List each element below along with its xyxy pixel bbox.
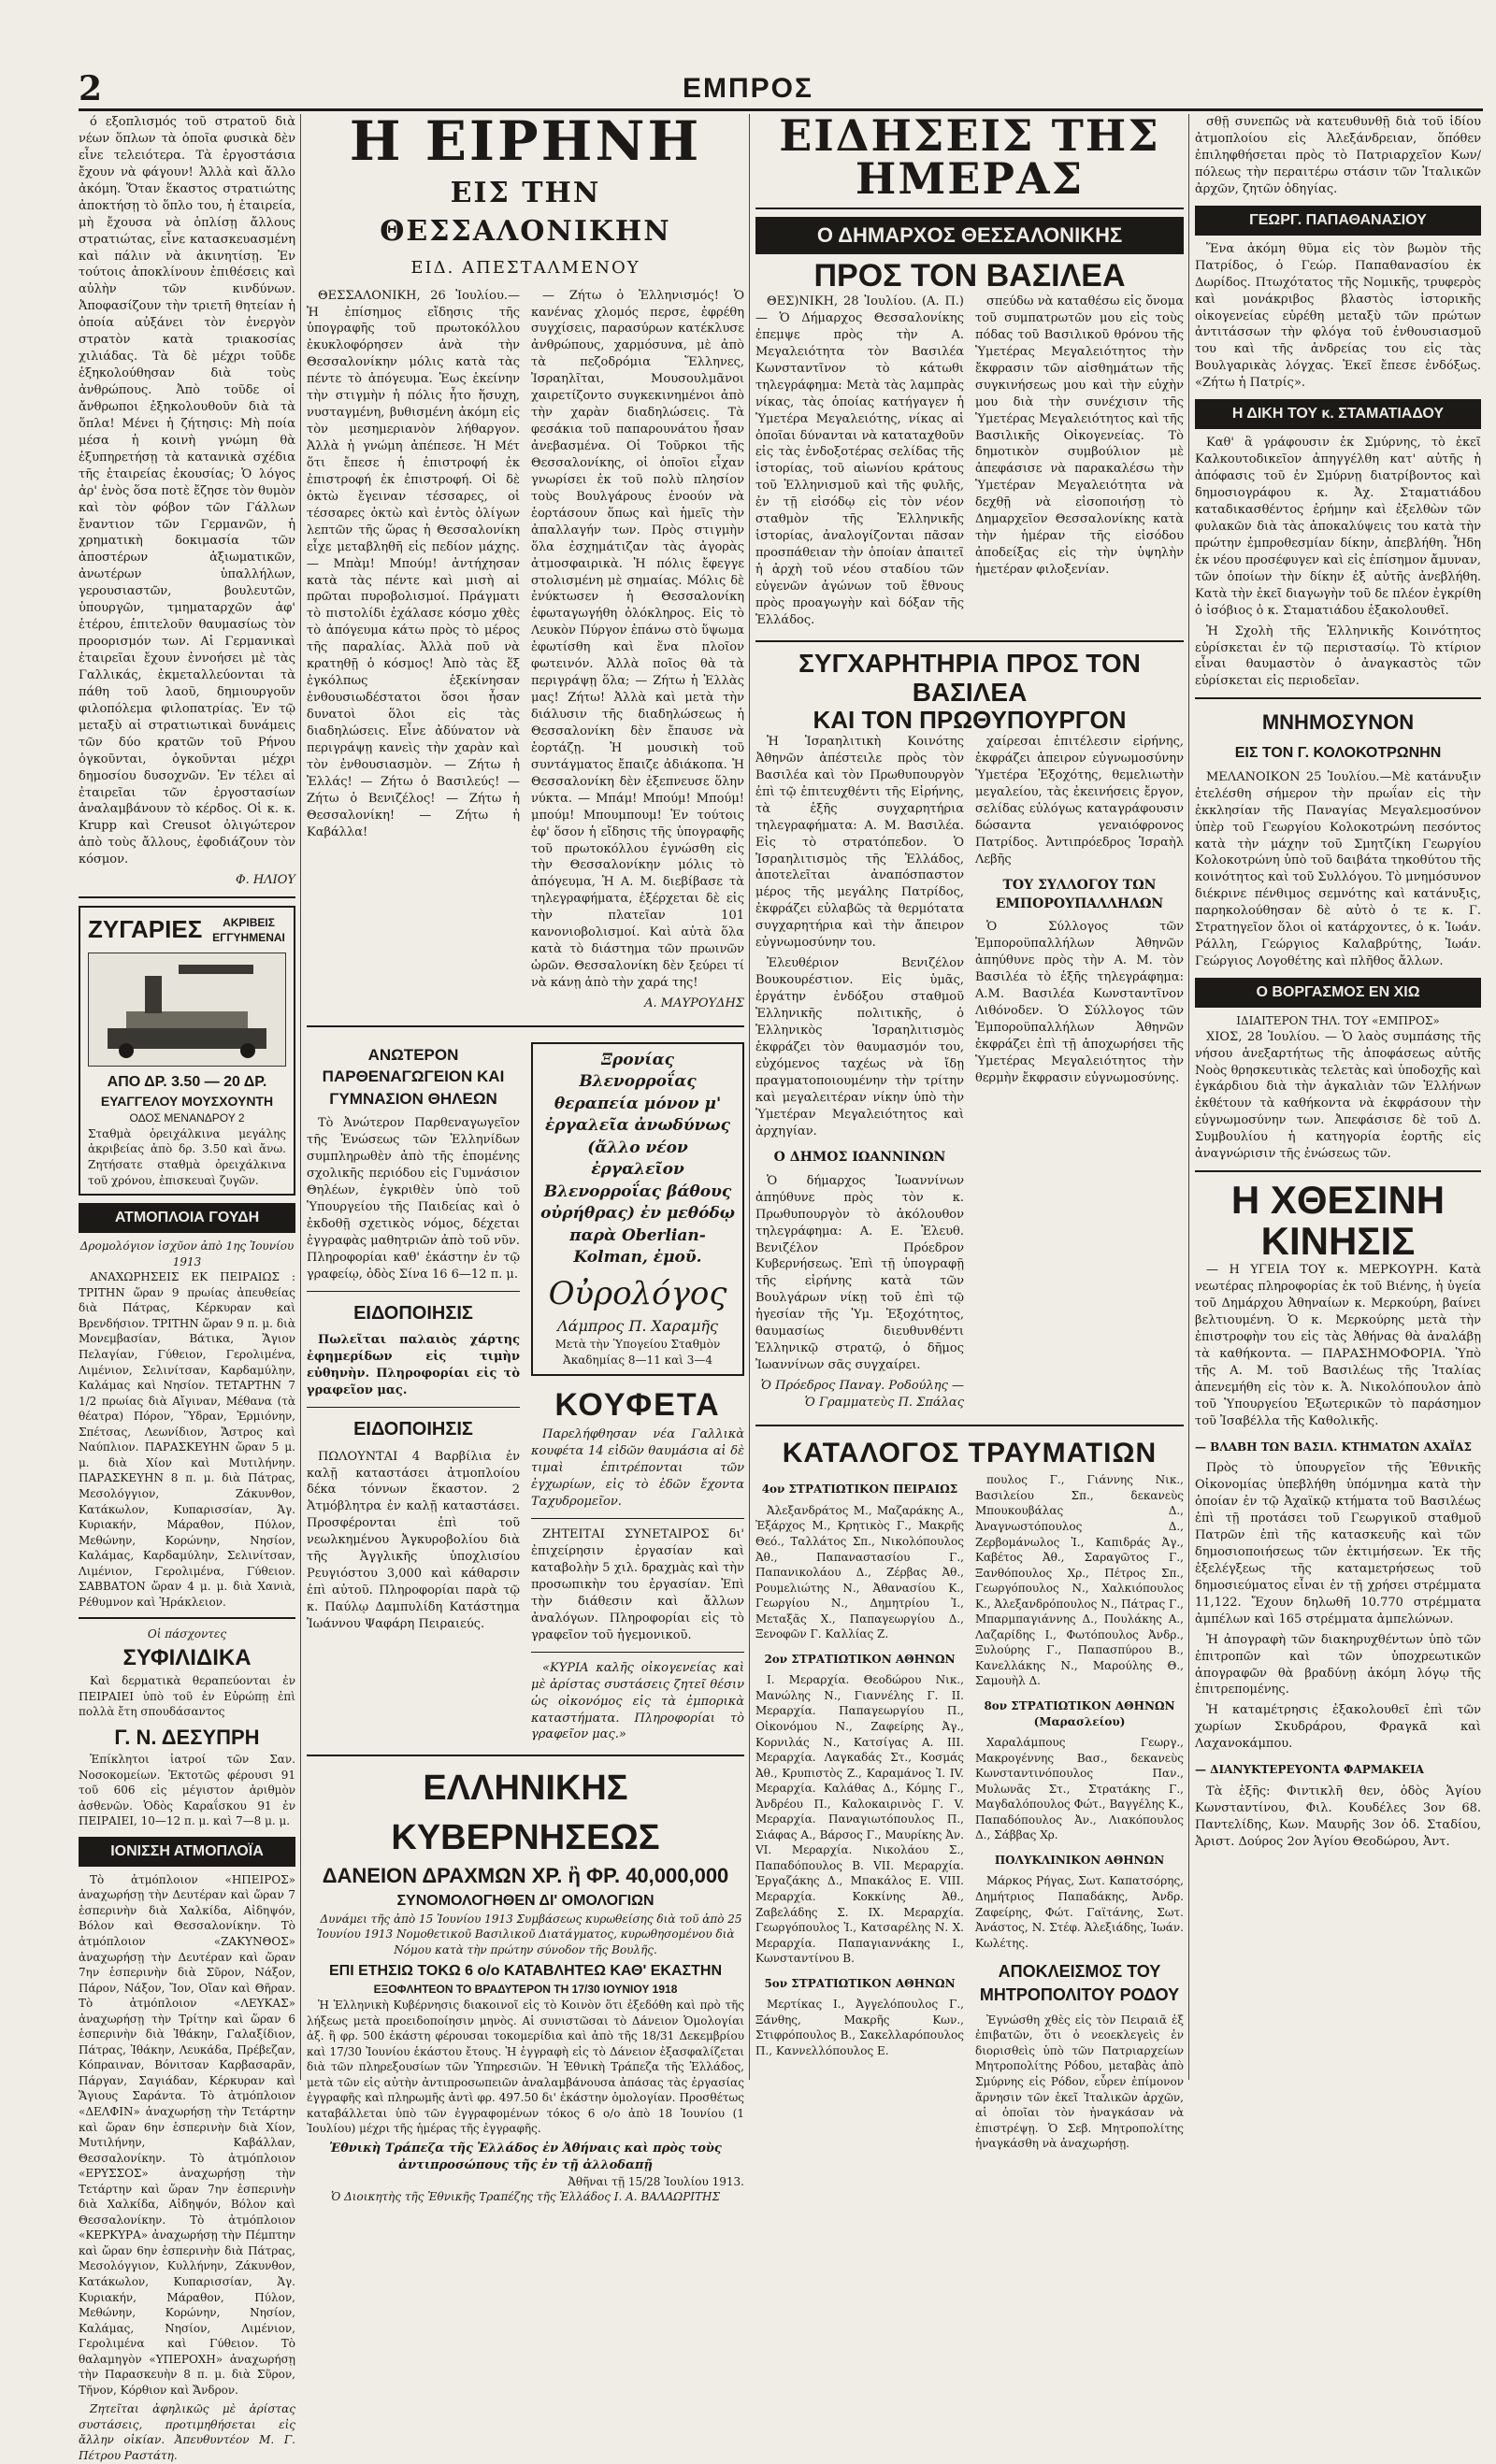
school-title: ΑΝΩΤΕΡΟΝ ΠΑΡΘΕΝΑΓΩΓΕΙΟΝ ΚΑΙ ΓΥΜΝΑΣΙΟΝ ΘΗΛΕΩΝ — [322, 1045, 505, 1108]
yesterday-body5: Τὰ ἑξῆς: Φιντικλῆ θεν, ὁδὸς Ἁγίου Κωνσταντίνου, Φιλ. Κουδέλες 3ον 68. Παντελίδης, Κων. Μαυρῆς 3ον ὁδ. Σταδίου, Ἀριστ. Δούρος 2ον Ἁγίου Θεοδώρου, Ἀντ. — [1195, 1784, 1481, 1849]
casualties-head: 2ον ΣΤΡΑΤΙΩΤΙΚΟΝ ΑΘΗΝΩΝ — [764, 1652, 956, 1666]
article-continuation: σθῇ συνεπῶς νὰ κατευθυνθῇ διὰ τοῦ ἰδίου ἀτμοπλοίου εἰς Ἀλεξάνδρειαν, ὅπόθεν ἐπιληφθήσεται πρὸς τὸ Πατριαρχεῖον Κων/πόλεως τὴν περαιτέρω στάσιν τῶν Ἰταλικῶν ἀρχῶν, ζητῶν ὁδηγίας. — [1195, 115, 1481, 196]
ships-ionian-title: ΙΟΝΙΣΣΗ ΑΤΜΟΠΛΟΪΑ — [79, 1837, 295, 1867]
scales-address: ΟΔΟΣ ΜΕΝΑΝΔΡΟΥ 2 — [129, 1111, 245, 1125]
ships-gouda-body: ΑΝΑΧΩΡΗΣΕΙΣ ΕΚ ΠΕΙΡΑΙΩΣ : ΤΡΙΤΗΝ ὥραν 9 πρωίας ἀπευθείας διὰ Πάτρας, Κέρκυραν καὶ Βρενδήσιον. ΤΡΙΤΗΝ ὥραν 9 π. μ. διὰ Μονεμβασίαν, Βάτικα, Ἅγιον Πελαγίαν, Γύθειον, Γερολιμένα, Λιμένιον, Σελινίτσαν, Καρδαμύλην, Καλάμας καὶ Νησίον. ΤΕΤΑΡΤΗΝ 7 1/2 πρωίας διὰ Αἴγιναν, Μέθανα (τὰ θέατρα) Πόρον, Ὕδραν, Ἑρμιόνην, Σπέτσας, Λεωνίδιον, Ἄστρος καὶ Ναύπλιον. ΠΑΡΑΣΚΕΥΗΝ ὥραν 5 μ. μ. διὰ Χίον καὶ Μυτιλήνην. ΠΑΡΑΣΚΕΥΗΝ 8 π. μ. διὰ Πάτρας, Μεσολόγγιον, Ζάκυνθον, Κατάκωλον, Κυπαρισσίαν, Ἁγ. Κυριακήν, Μάραθον, Πύλον, Μεθώνην, Κορώνην, Νησίον, Καλάμας, Καρδαμύλην, Σελινίτσαν, Λιμένιον, Γερολιμένα, Γύθειον. ΣΑΒΒΑΤΟΝ ὥραν 4 μ. μ. διὰ Χανιὰ, Ρέθυμνον καὶ Ἡράκλειον. — [79, 1270, 295, 1609]
peace-signature: Α. ΜΑΥΡΟΥΔΗΣ — [644, 996, 744, 1010]
scales-ad-title: ΖΥΓΑΡΙΕΣ — [88, 915, 203, 944]
notice1-body: Πωλεῖται παλαιὸς χάρτης ἐφημερίδων εἰς τιμὴν εὐθηνὴν. Πληροφορίαι εἰς τὸ γραφεῖον μας. — [307, 1333, 520, 1398]
congrats-text-left: Ἡ Ἰσραηλιτικὴ Κοινότης Ἀθηνῶν ἀπέστειλε πρὸς τὸν Βασιλέα καὶ τὸν Πρωθυπουργὸν ἐπὶ τῷ ἐπιτευχθέντι τῆς Εἰρήνης, τὰ ἑξῆς συγχαρητήρια τηλεγραφήματα: Α. Μ. Βασιλέα. Εἰς τὸ στρατόπεδον. Ὁ Ἰσραηλιτισμὸς τῆς Ἑλλάδος, ἀποτελεῖται ἀναπόσπαστον μέρος τῆς μεγάλης Πατρίδος, ἐκφράζει εὐλαβῶς τὰ θερμότατα συγχαρητήρια καὶ τὴν ἄπειρον εὐγνωμοσύνην του. — [755, 734, 964, 951]
pappa-body: Ἕνα ἀκόμη θῦμα εἰς τὸν βωμὸν τῆς Πατρίδος, ὁ Γεώρ. Παπαθανασίου ἐκ Δωρίδος. Πτωχότατος τῆς Νομικῆς, τρυφερὸς καὶ μονάκριβος βλαστὸς ἱστορικῆς οἰκογενείας εὑρέθη μεταξὺ τῶν πρώτων ἀντιτάσσων τὴν φλόγα τοῦ ἐνθουσιασμοῦ του καὶ τῆς ἀνδρείας του εἰς τὰς Βουλγαρικὰς λόγχας. Ἐκεῖ ἔπεσε ἐνδόξως. «Ζήτω ἡ Πατρίς». — [1195, 241, 1481, 391]
syphilis-ad-doctor: Γ. Ν. ΔΕΣΥΠΡΗ — [114, 1725, 260, 1749]
peace-article — [307, 288, 744, 1018]
news-title: ΕΙΔΗΣΕΙΣ ΤΗΣ ΗΜΕΡΑΣ — [779, 110, 1160, 204]
article-continuation: ό εξοπλισμός τοῦ στρατοῦ διὰ νέων ὅπλων τὰ ὁποῖα φυσικὰ δὲν εἶνε τελειότερα. Τὰ ἐργοστάσια ἔχουν νὰ φάγουν! Ἀλλὰ καὶ ἄλλο ἀκόμη. Ὅταν ἕκαστος στρατιώτης ἀποκτήσῃ τὸ ὅπλο του, ἡ ἑταιρεία, μὴ ἔχουσα νὰ ὁπλίσῃ ἄλλους στρατιώτας, εἶνε κατασκευασμένη καὶ πάλιν νὰ ἀκινητίσῃ. Ἐν τούτοις ἀποκλίνουν ἐπιθέσεις καὶ αὐλὴν τῶν κινδύνων. Ἀποφασίζουν τὴν τριετῆ θητείαν ἡ ὁποία αὐξάνει τὸν ἐνεργὸν στρατὸν κατὰ τριακοσίας χιλιάδας. Τὰ δὲ μέχρι τοῦδε ἐξηκολούθησαν διὰ τοὺς ἀνθρώπους. Ἀπὸ τοῦδε οἱ ἄνθρωποι ἐξηκολουθοῦν διὰ τὰ ὅπλα! Μένει ἡ ζήτησις: Μὴ ποία μέσα ἡ κοινὴ γνώμη θὰ ἐξυπηρετήσῃ τὰ κατανικὰ σχέδια τῆς ἑταιρείας ἐκουσίας; Ὁ λόγος ἀρ' ἑνὸς ὅσα ποτὲ ἔζησε τὸν θυμὸν καὶ τὸν φόβον τῶν Γάλλων ἔναντιον τῶν Γερμανῶν, ἡ χρηματικὴ δοκιμασία τῶν ἀποστέρων ἀξιωματικῶν, ἀνωτέρων ὑπαλλήλων, γερουσιαστῶν, βουλευτῶν, ὑπουργῶν, τμηματαρχῶν ἀφ' ἑτέρου, ἐπιτελοῦν θαυμασίως τὸν προορισμόν των. Αἱ Γερμανικαὶ ἑταιρεῖαι ἔχουν ἐννοήσει μὲ τὰς Γαλλικάς, ἐκμεταλλεύονται τὰ πάθη τοῦ λαοῦ, δημιουργοῦν φιλοπόλεμα φιλοπατρίας. Ἐν τῷ μεταξὺ αἱ στρατιωτικαὶ δυνάμεις τῶν δύο κρατῶν τοῦ Ρήνου ὁγκοῦνται, ὀγκοῦνται μέχρι δημοσίου δυσοχνῶν. Ἐν τέλει αἱ ἐταιρεῖαι τῶν ἐργοστασίων ἀναλαμβάνουν τὸ κέρδος. Οἱ κ. κ. Krupp καὶ Creusot ὀλιγώτερον ἀπὸ τοὺς ἄλλους, ἐφοδιάζουν τὸν κόσμον. — [79, 115, 295, 867]
notice2-body: ΠΩΛΟΥΝΤΑΙ 4 Βαρβίλια ἐν καλῇ καταστάσει ἀτμοπλοίου δέκα τόννων ἕκαστον. 2 Ἀτμόβλητρα ἐν καλῇ καταστάσει. Προσφέρονται ἐπὶ τοῦ νεωλκημένου Ἀγκυροβολίου διὰ τῆς Ἀγγλικῆς ὑποχλισίου Ρευγιόστου 3,000 καὶ κάθαρσιν ἐπὶ αὐτοῦ. Πληροφορίαι παρὰ τῷ κ. Παύλῳ Δαμπυλίδη Κατάστημα Ἰωάννου Ψαφάρη Πειραιεύς. — [307, 1449, 520, 1631]
housekeeper-ad: «ΚΥΡΙΑ καλῆς οἰκογενείας καὶ μὲ ἀρίστας συστάσεις ζητεῖ θέσιν ὡς οἰκονόμος εἰς τὰ ἐμπορικὰ καταστήματα. Πληροφορίαι τὸ γραφεῖον μας.» — [531, 1660, 744, 1742]
ioannina-signature: Ὁ Πρόεδρος Παναγ. Ροδούλης — Ὁ Γραμματεὺς Π. Σπάλας — [760, 1379, 964, 1410]
ads-row — [307, 1035, 744, 1747]
congrats-text-right: χαίρεσαι ἐπιτέλεσιν εἰρήνης, ἐκφράζει ἀπειρον εὐγνωμοσύνην Ὑμετέρα Ἐξοχότης, θεμελιωτὴν μεγαλείου, τὰς ἐκεινήσεις ἔργον, σελίδας εὐλόγως καταγράφουσιν δώσαντα γεναιόφρονος Πατρίδος. Ἀντιπρόεδρος Ἰσραὴλ Λεβῆς — [975, 734, 1184, 867]
page-number: 2 — [79, 69, 103, 108]
divider — [755, 640, 1184, 642]
ioannina-title: Ο ΔΗΜΟΣ ΙΩΑΝΝΙΝΩΝ — [773, 1150, 946, 1166]
loan-government: ΕΛΛΗΝΙΚΗΣ ΚΥΒΕΡΝΗΣΕΩΣ — [391, 1769, 660, 1857]
loan-rate: ΕΠΙ ΕΤΗΣΙΩ ΤΟΚΩ 6 ο/ο ΚΑΤΑΒΛΗΤΕΩ ΚΑΘ' ΕΚΑΣΤΗΝ — [328, 1963, 723, 1980]
casualties-list: Ἀλεξανδράτος Μ., Μαζαράκης Α., Ἐξάρχος Μ., Κρητικὸς Γ., Μακρῆς Θεό., Ταλλάτος Σπ., Νικολόπουλος Ἀθ., Παπαναστασίου Γ., Παπανικολάου Δ., Ζέρβας Ἀθ., Ρουμελιώτης Ν., Ἀθανασίου Κ., Γεωργίου Ν., Δημητρίου Ἰ., Μεταξᾶς Χ., Παπαγεωργίου Δ., Ξενοφῶν Γ. Καλλίας Ζ. — [755, 1503, 964, 1641]
ioannina-body: Ὁ δήμαρχος Ἰωαννίνων ἀπηύθυνε πρὸς τὸν κ. Πρωθυπουργὸν τὸ ἀκόλουθον τηλεγράφημα: Α. Ε. Ἐλευθ. Βενιζέλον Πρόεδρον Κυβερνήσεως. Ἐπὶ τῇ ὑπογραφῇ τῆς εἰρήνης κατὰ τῶν Βουλγάρων νίκῃ τοῦ ἐπὶ τῷ ἡγεσίαν τῆς Ὑμ. Ἐξοχότητος, θαυμασίως διευθυνθέντι Ἑλληνικῷ στρατῷ, ὁ δῆμος Ἰωαννίνων σᾶς συγχαίρει. — [755, 1173, 964, 1373]
loan-sign-date: Ἀθῆναι τῇ 15/28 Ἰουλίου 1913. — [568, 2174, 744, 2188]
syphilis-ad-title: ΣΥΦΙΛΙΔΙΚΑ — [122, 1644, 252, 1670]
peace-text-left: ΘΕΣΣΑΛΟΝΙΚΗ, 26 Ἰουλίου.— Ἡ ἐπίσημος εἴδησις τῆς ὑπογραφῆς τοῦ πρωτοκόλλου ἐκυκλοφόρησεν ἀνὰ τὴν Θεσσαλονίκην μόλις κατὰ τὰς πέντε τὸ ἀπόγευμα. Ἐως ἐκείνην τὴν στιγμὴν ἡ πόλις ἦτο ἥσυχη, νυσταγμένη, βυθισμένη ἀκόμη εἰς τὸν μεσημεριανὸν λήθαργον. Ἀλλὰ ἡ γνώμη ἀπέπεσε. Ἡ Μέτ ὅτι ἔπεσε ἡ ἐπιστροφή ἐκ ἐπιστροφή ἐκ ἐπιστροφή. Οἱ δὲ ὀκτὼ ἔγειναν τέσσαρες, οἱ τέσσαρες ὀκτὼ καὶ ἐντὸς ὀλίγων λεπτῶν τῆς ὥρας ἡ Θεσσαλονίκη εἶχε μεταβληθῆ εἰς πεδίον μάχης. — Μπὰμ! Μπούμ! ἀντήχησαν κατὰ τὰς πέντε καὶ μισὴ αἱ πρῶται πυροβολισμοί. Πράγματι τὸ πιστολίδι ἐχάλασε κόσμο χθὲς τὸ ἀπόγευμα κάτω πρὸς τὸ μέρος τῆς παραλίας. Ἀλλὰ ποῦ νὰ κρατηθῇ ὁ κόσμος! Ἀπὸ τὰς ἕξ ἐγκόλπως ἐξεκίνησαν ἐνθουσιωδέστατοι ὅσοι ἦσαν δυνατοὶ ὅλοι εἰς τὰς διαδηλώσεις. Εἶνε ἀδύνατον νὰ περιγράψῃ κανεὶς τὴν χαρὰν καὶ τὸν ἐνθουσιασμὸν. — Ζήτω ἡ Ἑλλάς! — Ζήτω ὁ Βασιλεύς! — Ζήτω ὁ Βενιζέλος! — Ζήτω ἡ Θεσσαλονίκη! — Ζήτω ἡ Καβάλλα! — [307, 288, 520, 839]
congrats-article — [755, 734, 1184, 1417]
scale-icon — [89, 953, 285, 1064]
divider — [79, 1617, 295, 1619]
metropolitan-title: ΑΠΟΚΛΕΙΣΜΟΣ ΤΟΥ ΜΗΤΡΟΠΟΛΙΤΟΥ ΡΟΔΟΥ — [979, 1962, 1180, 2004]
casualties-lists — [755, 1472, 1184, 2155]
koufeta-body: Παρελήφθησαν νέα Γαλλικὰ κουφέτα 14 εἰδῶν θαυμάσια αἱ δὲ τιμαὶ ἐπιτρέπονται τῶν ἐγχωρίων, εἰς τὸ ἐδῶν ἔχοντα Ταχυδρομεῖον. — [531, 1427, 744, 1510]
newspaper-name: ΕΜΠΡΟΣ — [682, 73, 813, 104]
school-body: Τὸ Ἀνώτερον Παρθεναγωγεῖον τῆς Ἑνώσεως τῶν Ἑλληνίδων συμπληρωθὲν ἀπὸ τῆς ἑπομένης σχολικῆς περιόδου εἰς Γυμνάσιον Θηλέων, ἐγκριθὲν ὑπὸ τοῦ Ὑπουργείου τῆς Παιδείας καὶ ὁ ἐκδοθῇ σχετικὸς νόμος, δέχεται ἐγγραφὰς μαθητριῶν ἀπὸ τοῦ νῦν. Πληροφορίαι καθ' ἑκάστην ἐν τῷ γραφείῳ, ὁδὸς Σίνα 16 6—12 π. μ. — [307, 1116, 520, 1282]
peace-byline: ΕΙΔ. ΑΠΕΣΤΑΛΜΕΝΟΥ — [410, 257, 640, 278]
ships-gouda-subtitle: Δρομολόγιον ἰσχῦον ἀπὸ 1ης Ἰουνίου 1913 — [79, 1239, 295, 1268]
column-2 — [307, 109, 744, 2204]
ships-ionian-footer: Ζητεῖται ἀφηλικῶς μὲ ἀρίστας συστάσεις, προτιμηθήσεται εἰς ἄλλην οἰκίαν. Ἀπευθυντέον Μ. Γ. Πέτρου Ραστάτη. — [79, 2402, 295, 2463]
loan-subtitle: ΣΥΝΟΜΟΛΟΓΗΘΕΝ ΔΙ' ΟΜΟΛΟΓΙΩΝ — [396, 1892, 654, 1909]
mayor-title: Ο ΔΗΜΑΡΧΟΣ ΘΕΣΣΑΛΟΝΙΚΗΣ — [755, 217, 1184, 254]
mayor-subtitle: ΠΡΟΣ ΤΟΝ ΒΑΣΙΛΕΑ — [813, 258, 1126, 294]
medical-ad-text: Ξρονίας Βλενορροΐας θεραπεία μόνον μ' ἐργαλεῖα ἀνωδύνως (ἄλλο νέον ἐργαλεῖον Βλενορροΐας βάθους οὐρήθρας) ἐν μεθόδῳ παρὰ Oberlian-Kolman, ἐμοῦ. — [540, 1050, 735, 1267]
loan-law: Δυνάμει τῆς ἀπὸ 15 Ἰουνίου 1913 Συμβάσεως κυρωθείσης διὰ τοῦ ἀπὸ 25 Ἰουνίου 1913 Νομοθετικοῦ Βασιλικοῦ Διατάγματος, κυρωθησομένου διὰ Νόμου κατὰ τὴν πρώτην σύνοδον τῆς Βουλῆς. — [316, 1912, 742, 1956]
ships-gouda-title: ΑΤΜΟΠΛΟΙΑ ΓΟΥΔΗ — [79, 1203, 295, 1233]
urologist-title: Οὐρολόγος — [548, 1275, 727, 1313]
divider — [531, 1652, 744, 1653]
casualties-list: Μερτίκας Ι., Ἀγγελόπουλος Γ., Ξάνθης, Μακρῆς Κων., Στιφρόπουλος Β., Σακελλαρόπουλος Π., Καννελλόπουλος Ε. — [755, 1998, 964, 2057]
casualties-head: ΠΟΛΥΚΛΙΝΙΚΟΝ ΑΘΗΝΩΝ — [994, 1853, 1165, 1867]
partner-ad: ΖΗΤΕΙΤΑΙ ΣΥΝΕΤΑΙΡΟΣ δι' ἐπιχείρησιν ἐργασίαν καὶ καταβολὴν 5 χιλ. δραχμὰς καὶ τὴν προσωπικὴν του ἐργασίαν. Ἐπὶ τὴν διάθεσιν καὶ ἄλλων ἀναλόγων. Πληροφορίαι εἰς τὸ γραφεῖον τοῦ ἡγεμονικοῦ. — [531, 1527, 744, 1642]
merchants-body: Ὁ Σύλλογος τῶν Ἐμποροϋπαλλήλων Ἀθηνῶν ἀπηύθυνε πρὸς τὴν Α. Μ. τὸν Βασιλέα τὸ ἑξῆς τηλεγράφημα: Α.Μ. Βασιλέα Κωνσταντῖνον Λιθόνοδεν. Ὁ Σύλλογος τῶν Ἐμποροϋπαλλήλων Ἀθηνῶν ἐκφράζει ἐπὶ τῇ ἀποχωρήσει τῆς Ὑμετέρας Μεγαλειότητος τὴν θερμὴν ἔκφρασιν εὐγνωμοσύνης. — [975, 920, 1184, 1085]
divider — [307, 1291, 520, 1292]
congrats-subtitle: ΚΑΙ ΤΟΝ ΠΡΩΘΥΠΟΥΡΓΟΝ — [813, 706, 1127, 735]
divider — [755, 1425, 1184, 1426]
column-divider — [300, 114, 301, 2080]
syphilis-ad-body: Καὶ δερματικὰ θεραπεύονται ἐν ΠΕΙΡΑΙΕΙ ὑπὸ τοῦ ἐν Εὐρώπῃ ἐπὶ πολλὰ ἔτη σπουδάσαντος — [79, 1673, 295, 1719]
notice2-title: ΕΙΔΟΠΟΙΗΣΙΣ — [353, 1419, 473, 1440]
yesterday-title: Η ΧΘΕΣΙΝΗ ΚΙΝΗΣΙΣ — [1230, 1178, 1446, 1264]
peace-subtitle: ΕΙΣ ΤΗΝ ΘΕΣΣΑΛΟΝΙΚΗΝ — [380, 177, 671, 249]
chios-title: Ο ΒΟΡΓΑΣΜΟΣ ΕΝ ΧΙΩ — [1195, 978, 1481, 1008]
scales-merchant: ΕΥΑΓΓΕΛΟΥ ΜΟΥΣΧΟΥΝΤΗ — [100, 1094, 274, 1110]
peace-text-right: — Ζήτω ὁ Ἑλληνισμός! Ὁ κανένας χλομός περσε, ἐφρέθη συγχίσεις, παρασύρων κατέκλυσε ἀνθρώπους, χαρμόσυνα, μὲ ἀπὸ τὰ πεζοδρόμια Ἕλληνες, Ἰσραηλῖται, Μουσουλμᾶνοι χαιρετίζοντο συγκεκινημένοι ἀπὸ τὴν χαρὰν διαδηλώσεις. Τὰ φεσάκια τοῦ παπαρουνάτου ἦσαν ἀνεβασμένα. Οἱ Τοῦρκοι τῆς Θεσσαλονίκης, οἱ ὁποῖοι εἶχαν γνωρίσει ἐκ τοῦ πολὺ πλησίον τοὺς Βουλγάρους ἐνοούν νὰ ἑορτάσουν ὅπως καὶ ἡμεῖς τὴν ἀπαλλαγήν των. Πρὸς στιγμὴν ὅλα ἐσχημάτιζαν τὰς ἀγορὰς ἀτμοσφαιρικὰ. Ἡ πόλις ἔφεγγε στολισμένη μὲ σημαίας. Μόλις δὲ ἐνύκτωσεν ἡ Θεσσαλονίκη ἐφωταγωγήθη ὁλόκληρος. Εἰς τὸ Λευκὸν Πύργον ἐπάνω στὸ ὕψωμα ἐφωτίσθη καὶ ἕνα πλοῖον φωτεινόν. Ἀλλὰ ποῖος θὰ τὰ περιγράψῃ ὅλα; — Ζήτω ἡ Ἑλλὰς μας! Ζήτω! Ἀλλὰ καὶ μετὰ τὴν διάλυσιν τῆς διαδηλώσεως ἡ Θεσσαλονίκη δὲν ἔπαυσε νὰ ἑορτάζῃ. Ἡ μουσικὴ τοῦ συντάγματος ἔπαιζε ἀδιάκοπα. Ἡ Θεσσαλονίκη δὲν ἐξεπνευσε ὅλην νύκτα. — Μπάμ! Μπούμ! Μπούμ! μπούμ! Μπουμπουμ! Ἐν τούτοις ἐφ' ὅσον ἡ εἴδησις τῆς ὑπογραφῆς τοῦ πρωτοκόλλου ἐγνώσθη εἰς τὴν Θεσσαλονίκην μόλις τὸ ἀπόγευμα, Ἡ Α. Μ. διεβίβασε τὰ τηλεγραφήματα, ἐξέρχεται δὲ εἰς τὴν πλατεῖαν 101 κανονιοβολισμοί. Καὶ αὐτὰ ὅλα κατὰ τὸ διάστημα τῶν πρωινῶν ὡρῶν. Θεσσαλονίκη δὲν ξεύρει τί νὰ κάνῃ ἀπὸ τὴν χαρά της! — [531, 288, 744, 991]
loan-signature: Ὁ Διοικητὴς τῆς Ἐθνικῆς Τραπέζης τῆς Ἑλλάδος Ι. Α. ΒΑΛΑΩΡΙΤΗΣ — [331, 2190, 720, 2204]
yesterday-subhead: — ΒΛΑΒΗ ΤΩΝ ΒΑΣΙΛ. ΚΤΗΜΑΤΩΝ ΑΧΑΪΑΣ — [1195, 1440, 1472, 1454]
divider — [307, 1407, 520, 1408]
syphilis-ad-tag: Οἱ πάσχοντες — [147, 1627, 227, 1641]
memorial-subtitle: ΕΙΣ ΤΟΝ Γ. ΚΟΛΟΚΟΤΡΩΝΗΝ — [1234, 744, 1442, 761]
peace-title: Η ΕΙΡΗΝΗ — [349, 109, 702, 173]
syphilis-ad-details: Ἐπίκλητοι ἰατροί τῶν Σαν. Νοσοκομείων. Ἐκτοτῶς φέρουσι 91 τοῦ 606 εἰς μέγιστον ἀριθμὸν ἀσθενῶν. Ὁδὸς Καραΐσκου 91 ἐν ΠΕΙΡΑΙΕΙ, 10—12 π. μ. καὶ 7—8 μ. μ. — [79, 1752, 295, 1828]
column-divider — [749, 114, 750, 2080]
casualties-list: πουλος Γ., Γιάννης Νικ., Βασιλείου Σπ., δεκανεὺς Μπουκουβάλας Δ., Ἀναγνωστόπουλος Δ., Ζερβομάνωλος Ἰ., Καπιδράς Ἀγ., Καβέτος Ἀθ., Σαραγῶτος Γ., Ξανθόπουλος Χρ., Πέτρος Σπ., Γεωργόπουλος Ν., Χαλκιόπουλος Κ., Ἀλεξανδρόπουλος Ν., Πάτρας Γ., Μπαρμπαγιάννης Δ., Πουλάκης Α., Λαζαρίδης Ι., Φωτόπουλος Ἀνδρ., Ξυλούρης Γ., Παπασπύρου Β., Κανελλάκης Ν., Μαρούλης Θ., Σαμουὴλ Δ. — [975, 1473, 1184, 1688]
divider — [1195, 1170, 1481, 1172]
column-divider — [1188, 114, 1189, 2080]
pappa-title: ΓΕΩΡΓ. ΠΑΠΑΘΑΝΑΣΙΟΥ — [1195, 206, 1481, 236]
yesterday-body4: Ἡ καταμέτρησις ἐξακολουθεῖ ἐπὶ τῶν χωρίων Σκυδράρου, Φραγκᾶ καὶ Λαχανοκάμπου. — [1195, 1703, 1481, 1752]
loan-date: ΕΞΟΦΛΗΤΕΟΝ ΤΟ ΒΡΑΔΥΤΕΡΟΝ ΤΗ 17/30 ΙΟΥΝΙΟΥ 1918 — [373, 1983, 678, 1997]
divider — [531, 1518, 744, 1519]
chios-body: ΧΙΟΣ, 28 Ἰουλίου. — Ὁ λαὸς συμπάσης τῆς νήσου ἀνεξαρτήτως τῆς ἀποφάσεως αὐτῆς Νοὸς θρησκευτικὰς τελετὰς καὶ ὑποδοχῆς καὶ ἐγκάρδιου διὰ τὴν ἀγκαλιὰν τῶν Ἑλλήνων ἐκθέτουν τὰ καθήκοντα νὰ ἐκφράσουν τὴν εὐγνωμοσύνην των. Ἀπεφάσισε δὲ τοῦ Δ. Συμβουλίου ἡ κατηγορία ἑορτῆς εἰς ἀναγνώρισιν τῆς ἐνώσεως τῶν. — [1195, 1029, 1481, 1162]
casualties-head: 5ον ΣΤΡΑΤΙΩΤΙΚΟΝ ΑΘΗΝΩΝ — [764, 1976, 956, 1990]
scales-price: ΑΠΟ ΔΡ. 3.50 — 20 ΔΡ. — [107, 1074, 267, 1090]
scales-ad-tag: ΑΚΡΙΒΕΙΣ ΕΓΓΥΗΜΕΝΑΙ — [212, 915, 285, 945]
mayor-text-left: ΘΕΣ)ΝΙΚΗ, 28 Ἰουλίου. (Α. Π.)— Ὁ Δήμαρχος Θεσσαλονίκης ἐπεμψε πρὸς τὴν Α. Μεγαλειότητα τὸν Βασιλέα Κωνσταντῖνον τὸ κάτωθι τηλεγράφημα: Μετὰ τὰς λαμπρὰς νίκας, τὰς ὁποίας κατήγαγεν ἡ Ὑμετέρα Μεγαλειότης, νίκας αἱ ὁποῖαι δύνανται νὰ καταταχθοῦν εἰς τὰς ἐνδοξοτέρας σελίδας τῆς ἱστορίας, τοῦ αἰωνίου κράτους τοῦ Ἑλληνισμοῦ καὶ τῆς φυλῆς, ἐν τῇ εἰσόδῳ εἰς τὸν νέον σταθμὸν τῆς Ἑλληνικῆς ἱστορίας, ἀναλογίζονται πᾶσαν προσπάθειαν τὴν ὁποίαν ἀπαιτεῖ ἡ ἀρχὴ τοῦ νέου σταδίου τῶν εὐγενῶν ἀγώνων τοῦ ἔθνους πρὸς προαγωγὴν καὶ δόξαν τῆς Ἑλλάδος. — [755, 294, 964, 627]
column-4 — [1195, 114, 1481, 2080]
loan-body: Ἡ Ἑλληνικὴ Κυβέρνησις διακοινοῖ εἰς τὸ Κοινὸν ὅτι ἐξεδόθη καὶ πρὸ τῆς λήξεως μετὰ προειδοποίησιν μηνὸς. Αἱ συνιστῶσαι τὸ Δάνειον Ὁμολογίαι ἀξ. ἢ φρ. 500 ἑκάστη φέρουσαι τοκομερίδια καὶ ἀπὸ τῆς 18/31 Δεκεμβρίου καὶ 17/30 Ἰουνίου ἑκάστου ἔτους. Ἡ ἐγγραφὴ εἰς τὸ Δάνειον ἐξασφαλίζεται διὰ τῶν πληρεξουσίων τῶν Ὑπηρεσιῶν. Ἡ Ἐθνικὴ Τράπεζα τῆς Ἑλλάδος, μετὰ τῶν εἰς αὐτὴν ἀντιπροσωπειῶν ἀναλαμβάνουσα ἀπάσας τὰς ἐργασίας ἐγγραφῆς καὶ πληρωμῆς ἀντὶ φρ. 497.50 δι' ἑκάστην ὁμολογίαν. Προσθέτως καταβάλλεται ὑπὸ τῶν ἐγγραφομένων τόκος 6 ο/ο ἀπὸ 18 Ἰουνίου (1 Ἰουλίου) μέχρι τῆς ἡμέρας τῆς ἐγγραφῆς. — [307, 1998, 744, 2136]
yesterday-subhead: — ΔΙΑΝΥΚΤΕΡΕΥΟΝΤΑ ΦΑΡΜΑΚΕΙΑ — [1195, 1763, 1424, 1777]
masthead — [0, 0, 1496, 108]
merchants-title: ΤΟΥ ΣΥΛΛΟΓΟΥ ΤΩΝ ΕΜΠΟΡΟΥΠΑΛΛΗΛΩΝ — [995, 878, 1164, 911]
koufeta-title: ΚΟΥΦΕΤΑ — [554, 1386, 721, 1423]
divider — [307, 1025, 744, 1027]
mayor-text-right: σπεύδω νὰ καταθέσω εἰς ὄνομα τοῦ συμπατρωτῶν μου εἰς τοὺς πόδας τοῦ Βασιλικοῦ θρόνου τῆς Ὑμετέρας Μεγαλειότητος τὴν ἔκφρασιν τῶν αἰσθημάτων τῆς συγκινήσεως μου καὶ τὴν εὐχὴν μου διὰ τὴν συνέχισιν τῆς Ὑμετέρας Μεγαλειότητος καὶ τῆς Βασιλικῆς Οἰκογενείας. Τὸ δημοτικὸν συμβούλιον μὲ ἀπεφάσισε νὰ παρακαλέσω τὴν Ὑμετέραν Μεγαλειότητα νὰ δεχθῇ νὰ εἰσοποιήσῃ τὸ Δημαρχεῖον Θεσσαλονίκης κατὰ τὴν ἡμέραν τῆς εἰσόδου ἀποδείξας εἰς τὴν ὑψηλὴν ἡμετέραν φιλοξενίαν. — [975, 294, 1184, 578]
casualties-list: I. Μεραρχία. Θεοδώρου Νικ., Μανώλης Ν., Γιαννέλης Γ. II. Μεραρχία. Παπαγεωργίου Π., Οἰκονόμου Ν., Ζαφείρης Ἀγ., Κορνιλάς Ν., Κατσίγας Α. III. Μεραρχία. Λαγκαδάς Στ., Κοσμάς Ἀθ., Κρυπιστὸς Ζ., Καραμάνος Ἰ. IV. Μεραρχία. Καλάθας Δ., Κόμης Γ., Ἀνδρέου Π., Καλοκαιρινὸς Γ. V. Μεραρχία. Παναγιωτόπουλος Π., Σιάφας Α., Βάρσος Γ., Μαυρίκης Ἀν. VI. Μεραρχία. Νικολάου Σ., Παπαδόπουλος Β. VII. Μεραρχία. Ἐργαζάκης Δ., Μπακάλος Ε. VIII. Μεραρχία. Κοκκίνης Ἀθ., Ζαβελάδης Σ. IX. Μεραρχία. Γεωργόπουλος Ἰ., Κατσαρέλης Ν. X. Μεραρχία. Παπαγιαννάκης Ι., Κωνσταντίνου Β. — [755, 1673, 964, 1966]
trial-title: Η ΔΙΚΗ ΤΟΥ κ. ΣΤΑΜΑΤΙΑΔΟΥ — [1195, 399, 1481, 429]
divider — [1195, 697, 1481, 699]
divider — [755, 208, 1184, 209]
casualties-head: 4ον ΣΤΡΑΤΙΩΤΙΚΟΝ ΠΕΙΡΑΙΩΣ — [761, 1483, 958, 1497]
casualties-list: Μάρκος Ρήγας, Σωτ. Καπατσόρης, Δημήτριος Παπαδάκης, Ἀνδρ. Ζαφείρης, Φώτ. Γαϊτάνης, Σωτ. Ἀνάστος, Ν. Στέφ. Ἀλεξιάδης, Ἰωάν. Κωλέτης. — [975, 1874, 1184, 1950]
loan-bank: Ἐθνικὴ Τράπεζα τῆς Ἑλλάδος ἐν Ἀθήναις καὶ πρὸς τοὺς ἀντιπροσώπους τῆς ἐν τῇ ἀλλοδαπῇ — [329, 2141, 722, 2172]
ships-ionian-body: Τὸ ἀτμόπλοιον «ΗΠΕΙΡΟΣ» ἀναχωρήσῃ τὴν Δευτέραν καὶ ὥραν 7 ἑσπερινὴν διὰ Χαλκίδα, Αἰδηψόν, Βόλον καὶ Θεσσαλονίκην. Τὸ ἀτμόπλοιον «ΖΑΚΥΝΘΟΣ» ἀναχωρήσῃ τὴν Δευτέραν καὶ ὥραν 7ην ἑσπερινὴν διὰ Σῦρον, Νάξον, Πάρον, Νάξον, Ἴον, Οἴαν καὶ Θῆραν. Τὸ ἀτμόπλοιον «ΛΕΥΚΑΣ» ἀναχωρήσῃ τὴν Τρίτην καὶ ὥραν 6 ἑσπερινὴν διὰ Ἰθάκην, Γαλαξίδιον, Πάτρας, Ἰθάκην, Λευκάδα, Πρέβεζαν, Κόπραιναν, Βόνιτσαν Καρβασαρᾶν, Πάργαν, Σαγιάδαν, Κέρκυραν καὶ Ἅγιους Σαράντα. Τὸ ἀτμόπλοιον «ΔΕΛΦΙΝ» ἀναχωρήσῃ τὴν Τετάρτην καὶ ὥραν 6ην ἑσπερινὴν διὰ Χίον, Μυτιλήνην, Καβάλλαν, Θεσσαλονίκην. Τὸ ἀτμόπλοιον «ΕΡΥΣΣΟΣ» ἀναχωρήσῃ τὴν Τετάρτην καὶ ὥραν 7ην ἑσπερινὴν διὰ Χαλκίδα, Αἰδηψόν, Βόλον καὶ Θεσσαλονίκην. Τὸ ἀτμόπλοιον «ΚΕΡΚΥΡΑ» ἀναχωρήσῃ τὴν Πέμπτην καὶ ὥραν 6ην ἑσπερινὴν διὰ Πάτρας, Μεσολόγγιον, Κυλλήνην, Ζάκυνθον, Κατάκωλον, Κυπαρισσίαν, Ἁγ. Κυριακήν, Μάραθον, Πύλον, Μεθώνην, Κορώνην, Νησίον, Καλάμας, Νησίον, Λιμένιον, Γερολιμένα καὶ Γύθειον. Τὸ θαλαμηγὸν «ΥΠΕΡΟΧΗ» ἀναχωρήσῃ τὴν Παρασκευὴν 8 π. μ. διὰ Σῦρον, Τῆνον, Κόρθιον καὶ Ἄνδρον. — [79, 1872, 295, 2397]
memorial-body: ΜΕΛΑΝΟΙΚΟΝ 25 Ἰουλίου.—Μὲ κατάνυξιν ἐτελέσθη σήμερον τὴν πρωΐαν εἰς τὴν ἐκκλησίαν τῆς Παναγίας Μεγαλεμοσύνον ὑπὲρ τοῦ Γεωργίου Κολοκοτρώνη πεσόντος κατὰ τὴν μάχην τοῦ Σμητζίκη Γεωργίου Κολοκοτρώνη ὑπὸ τοῦ δαιβάτα τηκοθύτου τῆς κοινότητος καὶ τοῦ Συλλόγου. Τὸ μνημόσυνον διέκρινε πένθιμος σεμνότης καὶ κατάνυξις, παρηκολούθησαν δὲ αὐτὸ ὁ τε κ. Γ. Στρατηγεῖον ὅλοι οἱ κατάρχοντες, ὁ κ. Ἰωάν. Ράλλη, Γεώργιος Καλαβρύτης, Ἰωάν. Γεώργιος Λογοθέτης καὶ πλῆθος ἄλλων. — [1195, 769, 1481, 969]
casualties-title: ΚΑΤΑΛΟΓΟΣ ΤΡΑΥΜΑΤΙΩΝ — [782, 1437, 1158, 1468]
column-1 — [79, 114, 295, 2463]
medical-ad — [531, 1042, 744, 1376]
society-body: Ἡ Σχολὴ τῆς Ἑλληνικῆς Κοινότητος εὑρίσκεται ἐν τῷ περιστασίῳ. Τὸ κτίριον εἶναι θαυμαστὸν ὁ ἀναγκαστὸς τῶν εὐρίσκεται εἰς περιοδεῖαν. — [1195, 623, 1481, 689]
chios-subtitle: ΙΔΙΑΙΤΕΡΟΝ ΤΗΛ. ΤΟΥ «ΕΜΠΡΟΣ» — [1236, 1014, 1440, 1028]
memorial-title: ΜΝΗΜΟΣΥΝΟΝ — [1261, 710, 1415, 735]
trial-body: Καθ' ἃ γράφουσιν ἐκ Σμύρνης, τὸ ἐκεῖ Καλκουτοδικεῖον ἀπηγγέλθη κατ' αὐτῆς ἡ ἀπόφασις τοῦ ἐν Σμύρνῃ διατρίβοντος καὶ δημοσιογράφου κ. Ἀχ. Σταματιάδου καταδικασθέντος ἐρήμην καὶ ἐξελθὼν τῶν φυλακῶν διὰ τὰς ἀποκαλύψεις του κατὰ τὴν πρώτην ἐμπροθεσμίαν δίκην, ἀπεβλήθη. Ἦδη ἐκ νέου προσέφυγεν καὶ εἰς ἐπίσημον ἄμυναν, τῶν ὁποίων τὴν δίκην ἐξ αὐτῆς ἀνεβλήθη. Κατὰ τὴν ἐκεῖ διαγωγὴν τοῦ δε πλέον ἐγκρίθη ὁ ἰσόβιος ὁ κ. Σταματιάδου ἐξακολουθεῖ. — [1195, 436, 1481, 618]
column-3 — [755, 110, 1184, 2151]
urologist-name: Λάμπρος Π. Χαραμῆς — [557, 1317, 718, 1336]
divider — [307, 1755, 744, 1756]
article-signature: Φ. ΗΛΙΟΥ — [235, 873, 295, 888]
loan-amount: ΔΑΝΕΙΟΝ ΔΡΑΧΜΩΝ ΧΡ. ἢ ΦΡ. 40,000,000 — [322, 1864, 729, 1888]
notice1-title: ΕΙΔΟΠΟΙΗΣΙΣ — [353, 1302, 473, 1324]
yesterday-body3: Ἡ ἀπογραφὴ τῶν διακηρυχθέντων ὑπὸ τῶν ἐπιτροπῶν καὶ τῶν ὑποχρεωτικῶν ἀπογραφῶν θὰ βραδύνῃ ἀκόμη λόγῳ τῆς ἐπιτρεπομένης. — [1195, 1632, 1481, 1698]
mayor-article — [755, 294, 1184, 633]
scales-ad — [79, 906, 295, 1196]
congrats-title: ΣΥΓΧΑΡΗΤΗΡΙΑ ΠΡΟΣ ΤΟΝ ΒΑΣΙΛΕΑ — [798, 648, 1141, 707]
casualties-head: 8ον ΣΤΡΑΤΙΩΤΙΚΟΝ ΑΘΗΝΩΝ (Μαρασλείου) — [984, 1698, 1175, 1728]
congrats-text-left2: Ἐλευθέριον Βενιζέλον Βουκουρέστιον. Εἰς ὑμᾶς, ἐργάτην ἐνδόξου σταθμοῦ Ἑλληνικῆς πολιτικῆς, ὁ Ἑλληνικὸς Ἰσραηλιτισμὸς ἐκφράζει τὸν θαυμασμόν του, εὐχόμενος ταχέως νὰ ἴδῃ πραγματοποιουμένην τὴν τρίτην καὶ μεγαλειτέραν νίκην ὑπὸ τὴν Ὑμετέραν Μεγαλειότητος καὶ ἀρχηγίαν. — [755, 956, 964, 1139]
divider — [79, 896, 295, 898]
scales-note: Σταθμὰ ὀρειχάλκινα μεγάλης ἀκριβείας ἀπὸ δρ. 3.50 καὶ ἄνω. Ζητήσατε σταθμὰ ὀρειχάλκινα τοῦ χρόνου, ἐπισκευαὶ ζυγῶν. — [88, 1126, 286, 1187]
yesterday-body2: Πρὸς τὸ ὑπουργεῖον τῆς Ἐθνικῆς Οἰκονομίας ὑπεβλήθη ὑπόμνημα κατὰ τὴν ὁποίαν ἐν τῷ Ἀχαϊκῷ κτήματα τοῦ Βασιλέως ἐπὶ τῇ προτάσει τοῦ Γεωργικοῦ σταθμοῦ Πατρῶν ἐπὶ τῆς κατασκευῆς καὶ τῶν δημοσιοποιήσεως τῶν ἐκτιμήσεων. Ἐκ τῆς ἐξελέγξεως τῆς καταμετρήσεως τοῦ δημοσιεύματος εἶναι ἐν τῇ χρήσει στρέμματα 11,122. Ἔχουν δηλωθῆ 10.770 στρέμματα ἀμπέλων καὶ 165 στρέμματα ἀμπελώνων. — [1195, 1461, 1481, 1626]
yesterday-body: — Η ΥΓΕΙΑ ΤΟΥ κ. ΜΕΡΚΟΥΡΗ. Κατὰ νεωτέρας πληροφορίας ἐκ τοῦ Βιένης, ἡ ὑγεία τοῦ Δημάρχου Ἀθηναίων κ. Μερκούρη, βαίνει βελτιουμένη. Ὁ κ. Μερκούρης μετὰ τὴν ἐπιστροφὴν του εἰς τὰς Ἀθήνας θὰ ἀναλάβῃ τὰ καθήκοντα. — ΠΑΡΑΣΗΜΟΦΟΡΙΑ. Ὑπὸ τῆς Α. Μ. τοῦ Βασιλέως τῆς Ἰταλίας ἀπενεμήθη εἰς τὸν κ. Ἀ. Νικολόπουλον ἀπὸ τοῦ Ὑπουργείου Ἐξωτερικῶν τὸ παράσημον τοῦ Ἰσαβέλλα τῆς Καθολικῆς. — [1195, 1263, 1481, 1428]
metropolitan-body: Ἐγνώσθη χθὲς εἰς τὸν Πειραιᾶ ἐξ ἐπιβατῶν, ὅτι ὁ νεοεκλεγεὶς ἐν διορισθεὶς ὑπὸ τῶν Πατριαρχείων Μητροπολίτης Ρόδου, μεταβὰς ἀπὸ Σμύρνης εἰς Ρόδον, εὗρεν ἐπίμονον ἄρνησιν τῶν ἐκεῖ Ἰταλικῶν ἀρχῶν, αἱ ὁποῖαι τὸν ἠναγκάσαν νὰ ἐπιστρέψῃ. Ὁ Σεβ. Μητροπολίτης ἠναγκάσθη νὰ ἀναχωρήσῃ. — [975, 2013, 1184, 2151]
casualties-list: Χαραλάμπους Γεωργ., Μακρογέννης Βασ., δεκανεὺς Κωνσταντινόπουλος Παν., Μυλωνᾶς Στ., Στρατάκης Γ., Μαγδαλόπουλος Φώτ., Βαγγέλης Κ., Παπαδόπουλος Ἀν., Λιακόπουλος Δ., Σάββας Χρ. — [975, 1736, 1184, 1842]
urologist-address: Μετὰ τὴν Ὑπογείου Σταθμὸν Ἀκαδημίας 8—11 καὶ 3—4 — [554, 1338, 721, 1367]
scale-illustration — [88, 953, 286, 1067]
